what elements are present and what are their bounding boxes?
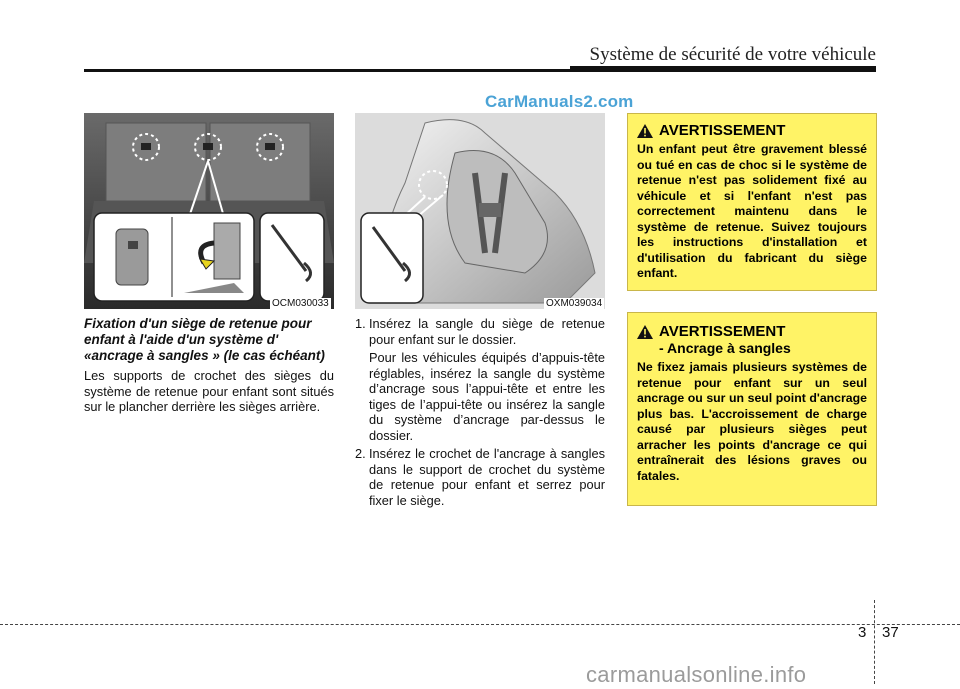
footer-rule (0, 624, 960, 625)
step-1-text: Insérez la sangle du siège de retenue pour enfant sur le dossier. (369, 316, 605, 347)
warning-1-header (637, 122, 867, 139)
step-1 (355, 316, 605, 347)
warning-1-title: AVERTISSEMENT (659, 122, 786, 139)
caption-title-3: «ancrage à sangles » (le cas échéant) (84, 348, 325, 363)
child-seat-illustration (355, 113, 605, 309)
warning-2-text: Ne fixez jamais plusieurs systèmes de retenue pour enfant sur un seul ancrage ou sur un seul point d'ancrage plus bas. L'accroissement de charge causé par plusieurs sièges peut arracher les points d'ancrage ce qui entraînerait des lésions graves ou fatales. (637, 360, 867, 483)
caption-paragraph: Les supports de crochet des sièges du système de retenue pour enfant sont situés sur le plancher derrière les sièges arrière. (84, 368, 334, 414)
section-title: Système de sécurité de votre véhicule (589, 44, 876, 65)
step-2 (355, 446, 605, 508)
instructions-block (355, 316, 605, 508)
warning-box-1 (627, 113, 877, 291)
figure-child-seat (355, 113, 605, 309)
warning-box-2 (627, 312, 877, 506)
figure-trunk-hooks (84, 113, 334, 309)
warning-2-subtitle: - Ancrage à sangles (659, 340, 791, 356)
warning-triangle-icon (637, 325, 653, 339)
page-number: 37 (882, 624, 899, 641)
trunk-illustration (84, 113, 334, 309)
watermark-top[interactable]: CarManuals2.com (485, 92, 634, 111)
caption-block (84, 316, 334, 415)
step-2-text: Insérez le crochet de l'ancrage à sangles dans le support de crochet du système de retenue pour enfant et serrez pour fixer le siège. (369, 446, 605, 508)
step-2-number: 2. (355, 446, 366, 461)
figure-label-middle: OXM039034 (546, 298, 603, 309)
warning-2-title: AVERTISSEMENT (659, 323, 786, 340)
figure-label-left: OCM030033 (272, 298, 329, 309)
step-1-sub: Pour les véhicules équipés d’appuis-tête réglables, insérez la sangle du système d’ancrage sous l’appui-tête et entre les tiges de l’appui-tête ou insérez la sangle du système d’ancrage par-dessus le dossier. (369, 350, 605, 443)
watermark-bottom[interactable]: carmanualsonline.info (586, 662, 807, 687)
caption-title-1: Fixation d'un siège de retenue pour (84, 316, 312, 331)
warning-triangle-icon (637, 124, 653, 138)
header-rule-accent (570, 66, 876, 71)
footer-divider (874, 600, 875, 684)
chapter-number: 3 (858, 624, 867, 641)
warning-2-header (637, 323, 867, 340)
caption-title-2: enfant à l'aide d'un système d' (84, 332, 279, 347)
warning-1-text: Un enfant peut être gravement blessé ou tué en cas de choc si le système de retenue n'est pas solidement fixé au véhicule et si l'enfant n'est pas correctement maintenu dans le système de retenue. Suivez toujours les instructions d'installation et d'utilisation du fabricant du siège enfant. (637, 142, 867, 280)
step-1-number: 1. (355, 316, 366, 331)
